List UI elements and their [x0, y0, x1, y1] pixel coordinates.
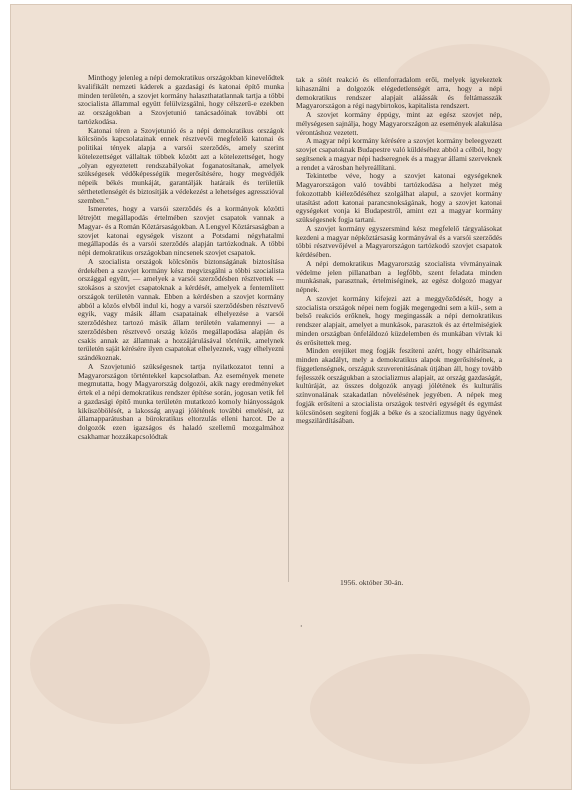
paragraph: A magyar népi kormány kérésére a szovjet kormány beleegyezett szovjet csapatoknak Budapestre való küldéséhez abból a célból, hogy segítsenek a magyar népi hadseregnek és a magyar állami szerveknek a rendet a városban helyreállítani. — [296, 136, 502, 172]
left-text-column — [78, 74, 284, 442]
column-divider — [288, 82, 289, 582]
right-text-column — [296, 76, 502, 426]
paragraph-continued: tak a sötét reakció és ellenforradalom erői, melyek igyekeztek kihasználni a dolgozók elégedetlenségét arra, hogy a népi demokratikus rendszer alapjait aláássák és feltámasszák Magyarországon a régi nagybirtokos, kapitalista rendszert. — [296, 75, 502, 111]
paragraph: Ismeretes, hogy a varsói szerződés és a kormányok közötti létrejött megállapodás értelmében szovjet csapatok vannak a Magyar- és a Román Köztársaságokban. A Lengyel Köztársaságban a szovjet katonai egységek viszont a Potsdami négyhatalmi megállapodás és a varsói szerződés alapján tartózkodnak. A többi népi demokratikus országokban nincsenek szovjet csapatok. — [78, 204, 284, 257]
paragraph: A szovjet kormány egyszersmind kész megfelelő tárgyalásokat kezdeni a magyar népköztársaság kormányával és a varsói szerződés többi résztvevőjével a Magyarországon tartózkodó szovjet csapatok kérdésében. — [296, 223, 502, 259]
bottom-mark: · — [300, 622, 303, 631]
paper-stain — [30, 604, 210, 724]
paragraph: A Szovjetunió szükségesnek tartja nyilatkozatot tenni a Magyarországon történtekkel kapcsolatban. Az események menete megmutatta, hogy Magyarország dolgozói, akik nagy eredményeket értek el a népi demokratikus rendszer építése során, jogosan vetik fel a gazdasági építő munka területén mutatkozó komoly hiányosságok kiküszöbölését, a lakosság anyagi jólétének további emelését, az államapparátusban a bürokratikus eltorzulás elleni harcot. De a dolgozók ezen igazságos és haladó szellemű mozgalmához csakhamar hozzákapcsolódtak — [78, 361, 284, 441]
paper-stain — [310, 654, 530, 764]
paragraph: A népi demokratikus Magyarország szocialista vívmányainak védelme jelen pillanatban a legfőbb, szent feladata minden munkásnak, parasztnak, értelmiséginek, az egész dolgozó magyar népnek. — [296, 258, 502, 294]
paragraph: A szocialista országok kölcsönös biztonságának biztosítása érdekében a szovjet kormány kész megvizsgálni a többi szocialista országgal együtt, — amelyek a varsói szerződésben résztvettek — szokásos a szovjet csapatoknak a kérdését, amelyek a fentemlített országok területén vannak. Ebben a kérdésben a szovjet kormány abból a közös elvből indul ki, hogy a varsói szerződésben résztvevő egyik, vagy másik állam csapatainak elhelyezése a varsói szerződéshez tartozó másik állam területén valamennyi — a szerződésben résztvevő ország közös megállapodása alapján és csakis annak az államnak a hozzájárulásával történik, amelynek területén saját kérésére ilyen csapatokat elhelyeznek, vagy elhelyezni szándékoznak. — [78, 256, 284, 362]
paragraph: Minthogy jelenleg a népi demokratikus országokban kinevelődtek kvalifikált nemzeti káderek a gazdasági és katonai építő munka minden területén, a szovjet kormány halaszthatatlannak tartja a többi szocialista állammal együtt felülvizsgálni, hogy célszerű-e ezekben az országokban a Szovjetunió tanácsadóinak további ott tartózkodása. — [78, 73, 284, 126]
paragraph: Minden erejüket meg fogják feszíteni azért, hogy elhárítsanak minden akadályt, mely a demokratikus alapok megerősítésének, a függetlenségnek, országuk szuverenitásának útjában áll, hogy tovább fejlesszék országukban a szocializmus alapjait, az ország gazdaságát, kultúráját, az összes dolgozók anyagi jólétének és kulturális színvonalának szakadatlan növelésének jegyében. A népek meg fogják erősíteni a szocialista országok testvéri egységét és egymást kölcsönösen segíteni fogják a béke és a szocializmus nagy ügyének megszilárdításában. — [296, 346, 502, 426]
paragraph: Katonai téren a Szovjetunió és a népi demokratikus országok kölcsönös kapcsolatainak ennek résztvevői megfelelő katonai és politikai tények alapja a varsói szerződés, amely szerint kötelezettséget vállaltak többek között azt a kötelezettséget, hogy „olyan egyeztetett rendszabályokat foganatosítanak, amelyek szükségesek védőképességük megerősítésére, hogy megvédjék népeik békés munkáját, garantálják határaik és területük sérthetetlenségét és biztosítják a védekezést a lehetséges agresszióval szemben." — [78, 125, 284, 205]
paper-sheet — [10, 4, 572, 790]
paragraph: Tekintetbe véve, hogy a szovjet katonai egységeknek Magyarországon való további tartózkodása a helyzet még fokozottabb kiéleződéséhez szolgálhat alapul, a szovjet kormány utasítást adott katonai parancsnokságának, hogy a szovjet katonai egységeket vonja ki Budapestről, amint ezt a magyar kormány szükségesnek fogja tartani. — [296, 171, 502, 224]
paragraph: A szovjet kormány éppúgy, mint az egész szovjet nép, mélységesen sajnálja, hogy Magyarországon az események alakulása vérontáshoz vezetett. — [296, 110, 502, 137]
paragraph: A szovjet kormány kifejezi azt a meggyőződését, hogy a szocialista országok népei nem fogják megengedni sem a kül-, sem a belső reakciós erőknek, hogy megingassák a népi demokratikus rendszer alapjait, amelyet a munkások, parasztok és az értelmiségiek minden országban önfeláldozó küzdelemben és munkában vívtak ki és erősítettek meg. — [296, 293, 502, 347]
signature-date: 1956. október 30-án. — [340, 578, 404, 587]
